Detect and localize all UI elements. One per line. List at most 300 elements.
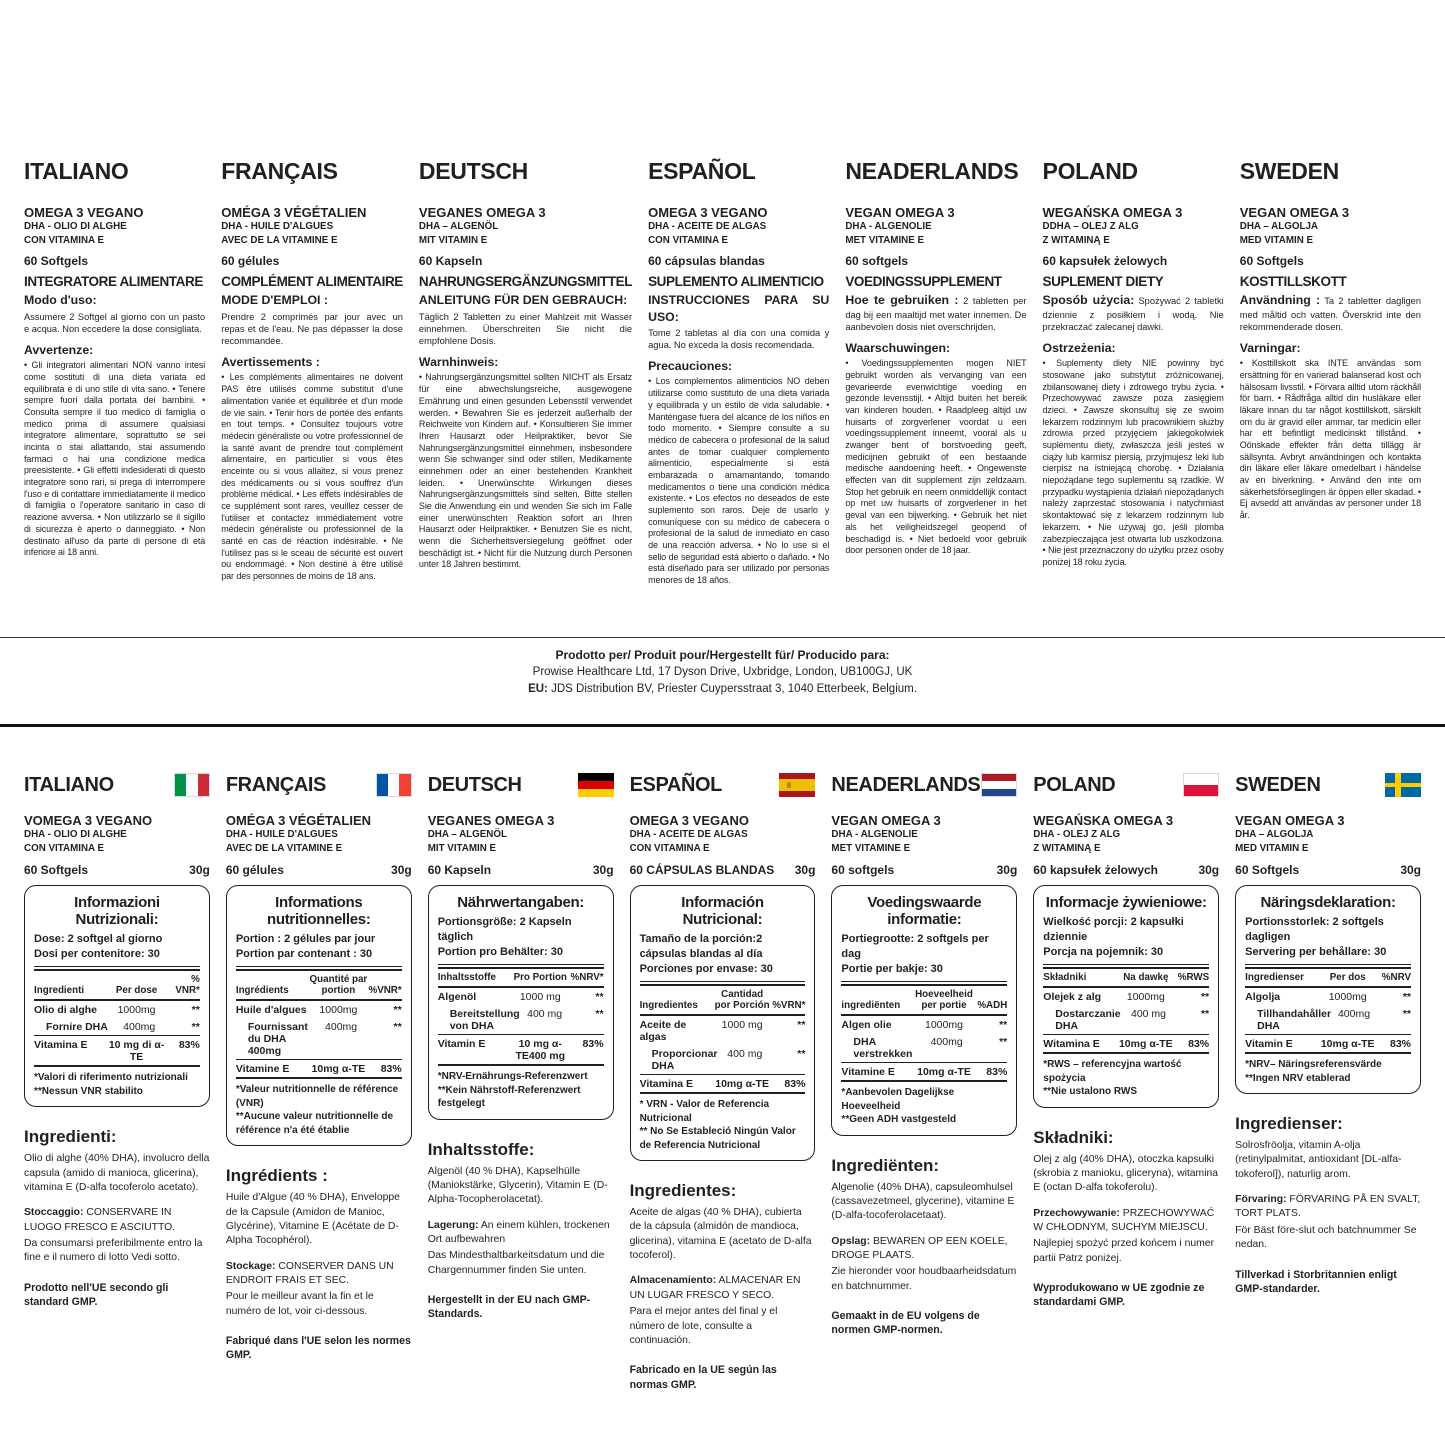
ingredient-nrv: 83% [1389,1037,1411,1050]
nutrition-row-vitamin-e [34,1036,200,1067]
ingredient-nrv: ** [191,1020,200,1033]
product-category: INTEGRATORE ALIMENTARE [24,274,203,290]
ingredient-amount: 1000mg [117,1003,156,1016]
ingredient-nrv: ** [797,1047,806,1060]
language-title: DEUTSCH [427,773,522,796]
column-header-nrv: %NRV* [570,972,604,983]
top-sections [24,158,1421,587]
storage-info [24,1206,210,1235]
language-section-bottom [226,773,412,1402]
ingredient-name: DHA verstrekken [853,1035,913,1060]
column-header-amount: Na dawkę [1123,972,1169,983]
net-weight: 30g [189,863,210,878]
ingredient-amount: 10 mg α-TE400 mg [515,1037,566,1062]
product-subtitle-1: DHA - HUILE D'ALGUES [225,829,338,840]
servings-per-container: Dosi per contenitore: 30 [34,948,160,961]
ingredient-nrv: ** [999,1035,1008,1048]
ingredient-amount: 1000 mg [721,1018,763,1031]
serving-size: Tamaño de la porción:2 cápsulas blandas al día [639,933,763,961]
nutrition-row-algae-oil [640,1016,806,1045]
ingredient-amount: 10 mg di α-TE [108,1038,165,1063]
ingredient-amount: 1000mg [1328,990,1367,1003]
ingredient-nrv: ** [797,1018,806,1031]
section-header [428,773,614,797]
ingredients-heading: Składniki: [1033,1127,1114,1147]
product-subtitle-2: Z WITAMINĄ E [1042,234,1110,246]
storage-label: Opslag: [831,1235,871,1247]
ingredient-name: Witamina E [1043,1037,1100,1050]
nutrition-row-dha [841,1033,1007,1063]
warnings-heading: Waarschuwingen: [845,341,951,356]
no-nrv-footnote: **Nie ustalono RWS [1043,1086,1137,1097]
nutrition-table [1235,885,1421,1094]
warnings-text: • Suplementy diety NIE powinny być stosowane jako substytut zróżnicowanej, zbilansowanej diety i zdrowego trybu życia. • Przechowywać zawsze poza zasięgiem dzieci. • Zawsze skonsultuj się ze swoim lekarzem rodzinnym lub pracownikiem służby zdrowia przed przyjęciem jakiegokolwiek suplementu diety, zwłaszcza jeśli jesteś w ciąży lub karmisz piersią, przyjmujesz leki lub cierpisz na istniejącą chorobę. • Działania niepożądane tego suplementu są rzadkie. W przypadku wystąpienia działań niepożądanych należy zaprzestać stosowania i natychmiast skontaktować się z lekarzem rodzinnym lub lekarzem. • Nie używaj go, jeśli plomba zabezpieczająca jest otwarta lub uszkodzona. • Nie jest przeznaczony do użytku przez osoby poniżej 18 roku życia. [1042,358,1224,567]
table-header-row [1245,969,1411,988]
eu-label: EU: [528,683,548,696]
product-category: SUPLEMENT DIETY [1042,274,1164,290]
ingredient-nrv: ** [1402,990,1411,1003]
gmp-statement: Gemaakt in de EU volgens de normen GMP-normen. [831,1310,980,1337]
storage-text: FÖRVARING PÅ EN SVALT, TORT PLATS. [1235,1194,1421,1220]
column-header-amount: Cantidad por Porción [714,989,770,1011]
product-name: VEGAN OMEGA 3 [1239,205,1350,220]
language-title: ESPAÑOL [648,158,756,184]
nutrition-row-algae-oil [236,1001,402,1018]
ingredient-nrv: ** [1200,990,1210,1003]
product-subtitle-2: MED VITAMIN E [1235,842,1309,854]
usage-text: Tome 2 tabletas al día con una comida y agua. No exceda la dosis recomendada. [648,327,830,351]
capsule-count: 60 Kapseln [418,254,483,269]
warnings-text: • Les compléments alimentaires ne doivent PAS être utilisés comme substitut d'une alimentation variée et équilibrée et d'un mode de vie sain. • Tenir hors de portée des enfants en tout temps. • Consultez toujours votre médecin généraliste ou votre professionnel de la santé avant de prendre tout complément alimentaire, en particulier si vous êtes enceinte ou si vous allaitez, si vous prenez des médicaments ou si vous souffrez d'un problème médical. • Les effets indésirables de ce supplément sont rares, veuillez cesser de l'utiliser et contactez immédiatement votre médecin généraliste ou professionnel de la santé en cas de réaction indésirable. • Ne l'utilisez pas si le sceau de sécurité est ouvert ou endommagé. • Non destiné à être utilisé par des personnes de moins de 18 ans. [221,372,403,582]
product-subtitle-2: AVEC DE LA VITAMINE E [225,842,343,854]
warnings-heading: Avertissements : [221,355,320,370]
nutrition-row-algae-oil [34,1001,200,1018]
product-name: OMÉGA 3 VÉGÉTALIEN [221,205,367,220]
storage-label: Stockage: [225,1260,276,1272]
nutrition-row-dha [236,1018,402,1060]
warnings-heading: Avvertenze: [24,343,94,358]
capsule-count: 60 gélules [221,254,280,269]
ingredient-nrv: 83% [784,1077,806,1090]
storage-info [1235,1193,1421,1222]
nutrition-row-vitamin-e [438,1035,604,1066]
no-nrv-footnote: **Kein Nährstoff-Referenzwert festgelegt [437,1084,581,1109]
nutrition-table-title: Nährwertangaben: [457,894,585,912]
storage-info [1033,1207,1219,1236]
section-header [226,773,412,797]
ingredients-text: Olej z alg (40% DHA), otoczka kapsułki (skrobia z manioku, gliceryna), witamina E (octan D-alfa tokoferolu). [1033,1153,1219,1194]
language-section-top [1240,158,1421,587]
ingredients-heading: Ingredienti: [24,1127,117,1147]
language-section-bottom [630,773,816,1402]
ingredient-nrv: ** [393,1020,402,1033]
product-subtitle-1: DHA - ACEITE DE ALGAS [629,829,748,840]
product-subtitle-2: MIT VITAMIN E [427,842,497,854]
nrv-footnote: * VRN - Valor de Referencia Nutricional [639,1099,770,1124]
capsule-count: 60 Softgels [1235,863,1300,878]
product-subtitle-1: DHA - ALGENOLIE [831,829,918,840]
gmp-statement: Prodotto nell'UE secondo gli standard GMP. [24,1281,169,1308]
ingredient-amount: 400mg [325,1020,358,1033]
usage-label: ANLEITUNG FÜR DEN GEBRAUCH: [418,293,628,308]
ingredient-nrv: ** [191,1003,200,1016]
language-title: SWEDEN [1235,773,1321,796]
storage-text: ALMACENAR EN UN LUGAR FRESCO Y SECO. [629,1275,801,1301]
nutrition-row-algae-oil [438,988,604,1005]
capsule-count: 60 softgels [845,254,909,269]
product-subtitle-2: CON VITAMINA E [629,842,710,854]
usage-directions [221,292,403,347]
product-subtitle-1: DHA - OLIO DI ALGHE [24,221,127,232]
warnings-heading: Warnhinweis: [418,355,499,370]
usage-directions [648,292,829,351]
column-header-ingredient: Ingredientes [639,1000,698,1011]
ingredients-text: Solrosfröolja, vitamin A-olja (retinylpalmitat, antioxidant [DL-alfa-tokoferol]), naturlig arom. [1235,1140,1402,1180]
ingredients-heading: Ingredienser: [1235,1114,1343,1133]
language-title: POLAND [1042,158,1138,184]
eu-address: JDS Distribution BV, Priester Cuypersstraat 3, 1040 Etterbeek, Belgium. [551,683,917,696]
spain-flag-icon [779,773,815,797]
nutrition-table [226,885,412,1146]
ingredient-name: Olio di alghe [34,1003,98,1016]
product-name: OMEGA 3 VEGANO [629,813,749,828]
nutrition-table [428,885,614,1119]
storage-note: Para el mejor antes del final y el número de lote, consulte a continuación. [629,1306,778,1346]
product-category: NAHRUNGSERGÄNZUNGSMITTEL [418,274,633,290]
ingredient-name: Dostarczanie DHA [1055,1007,1121,1032]
language-section-top [221,158,403,587]
usage-label: INSTRUCCIONES PARA SU USO: [648,293,830,324]
net-weight: 30g [1198,863,1220,878]
ingredient-amount: 10mg α-TE [1320,1037,1375,1050]
product-subtitle-1: DHA – ALGENÖL [418,221,499,232]
manufacturer-address-eu [528,681,917,698]
warnings-heading: Varningar: [1239,341,1301,356]
flag-slot [1183,773,1219,797]
serving-size: Portionsstorlek: 2 softgels dagligen [1245,916,1384,944]
product-subtitle-2: MET VITAMINE E [845,234,925,246]
nutrition-row-vitamin-e [1245,1035,1411,1054]
nutrition-row-vitamin-e [1043,1035,1209,1054]
ingredient-name: Aceite de algas [639,1018,687,1043]
warnings-text: • Gli integratori alimentari NON vanno intesi come sostituti di una dieta variata ed equilibrata e di uno stile di vita sano. • Tenere sempre fuori dalla portata dei bambini. • Consulta sempre il tuo medico di famiglia o medico prima di assumere qualsiasi integratore alimentare, soprattutto se sei incinta o stai allattando, stai assumendo farmaci o hai una condizione medica preesistente. • Gli effetti indesiderati di questo integratore sono rari, si prega di interrompere l'uso e di contattare immediatamente il medico di famiglia o l'operatore sanitario in caso di reazione avversa. • Non utilizzarlo se il sigillo di sicurezza è aperto o danneggiato. • Non destinato all'uso da parte di persone di età inferiore ai 18 anni. [24,360,206,558]
nutrition-row-dha [1043,1005,1209,1035]
ingredient-nrv: ** [1402,1007,1411,1020]
serving-size: Portionsgröße: 2 Kapseln täglich [437,916,572,944]
nutrition-table-title: Informazioni Nutrizionali: [74,894,160,929]
ingredients-text: Algenolie (40% DHA), capsuleomhulsel (cassavezetmeel, glycerine), vitamine E (D-alfa-tocoferolacetaat). [831,1181,1015,1222]
column-header-ingredient: Inhaltsstoffe [437,972,496,983]
section-header [1033,773,1219,797]
language-title: NEADERLANDS [845,158,1019,184]
nutrition-row-dha [34,1018,200,1036]
table-header-row [1043,969,1209,988]
storage-label: Lagerung: [427,1219,479,1231]
nrv-footnote: *Valori di riferimento nutrizionali [34,1072,188,1084]
servings-per-container: Porciones por envase: 30 [639,963,773,976]
storage-note: Da consumarsi preferibilmente entro la fine e il numero di lotto Vedi sotto. [24,1237,203,1264]
table-header-row [236,971,402,1001]
nutrition-table-title: Näringsdeklaration: [1260,894,1396,912]
ingredient-amount: 400 mg [527,1007,563,1020]
product-name: WEGAŃSKA OMEGA 3 [1033,813,1174,828]
product-subtitle-2: MET VITAMINE E [831,842,911,854]
ingredient-name: Tillhandahåller DHA [1257,1007,1332,1032]
usage-text: Spożywać 2 tabletki dziennie z posiłkiem i wodą. Nie przekraczać zalecanej dawki. [1042,296,1224,332]
ingredient-amount: 1000mg [1126,990,1165,1003]
flag-slot [578,773,614,797]
count-weight-row [1033,863,1219,877]
column-header-amount: Per dos [1329,972,1366,983]
product-category: SUPLEMENTO ALIMENTICIO [648,274,824,290]
no-nrv-footnote: **Aucune valeur nutritionnelle de référence n'a été établie [235,1111,394,1136]
language-section-top [24,158,205,587]
nutrition-row-dha [640,1045,806,1075]
warnings-text: • Kosttillskott ska INTE användas som ersättning för en varierad balanserad kost och hälsosam livsstil. • Förvara alltid utom räckhåll för barn. • Rådfråga alltid din husläkare eller läkare innan du tar något kosttillskott, särskilt om du är gravid eller ammar, tar medicin eller har ett befintligt medicinskt tillstånd. • Oönskade effekter från detta tillägg är sällsynta. Avbryt användningen och kontakta din läkare eller läkare omedelbart i händelse av en biverkning. • Använd den inte om säkerhetsförseglingen är öppen eller skadad. • Ej avsedd att användas av personer under 18 år. [1239,358,1421,521]
language-title: ITALIANO [24,158,129,184]
product-subtitle-1: DHA – ALGOLJA [1235,829,1314,840]
ingredient-nrv: 83% [178,1038,200,1051]
net-weight: 30g [391,863,412,878]
column-header-ingredient: ingrediënten [841,1000,901,1011]
storage-note: Das Mindesthaltbarkeitsdatum und die Chargennummer finden Sie unten. [427,1250,605,1276]
count-weight-row [428,863,614,877]
germany-flag-icon [578,773,614,797]
manufacturer-address-uk: Prowise Healthcare Ltd, 17 Dyson Drive, Uxbridge, London, UB100GJ, UK [532,666,913,679]
ingredient-nrv: ** [1200,1007,1210,1020]
nrv-footnote: *NRV-Ernährungs-Referenzwert [437,1071,588,1082]
nrv-footnote: *NRV– Näringsreferensvärde [1245,1059,1382,1070]
count-weight-row [831,863,1017,877]
serving-size: Portion : 2 gélules par jour [235,933,376,946]
product-subtitle-2: CON VITAMINA E [24,234,105,246]
warnings-text: • Los complementos alimenticios NO deben utilizarse como sustituto de una dieta variada y equilibrada y un estilo de vida saludable. • Manténgase fuera del alcance de los niños en todo momento. • Siempre consulte a su médico de cabecera o profesional de la salud antes de tomar cualquier complemento alimenticio, especialmente si está embarazada o amamantando, tomando medicamentos o tiene una condición médica existente. • Los efectos no deseados de este suplemento son raros. Deje de usarlo y comuníquese con su médico de cabecera o profesional de la salud de inmediato en caso de una reacción adversa. • No lo use si el sello de seguridad está abierto o dañado. • No está diseñado para ser utilizado por personas menores de 18 años. [648,376,830,586]
nutrition-row-vitamin-e [841,1063,1007,1082]
capsule-count: 60 Softgels [24,863,89,878]
ingredient-amount: 400 mg [727,1047,763,1060]
nutrition-table-title: Información Nutricional: [681,894,764,929]
count-weight-row [226,863,412,877]
language-title: ESPAÑOL [629,773,722,796]
no-nrv-footnote: ** No Se Estableció Ningún Valor de Referencia Nutricional [639,1126,796,1151]
serving-size: Wielkość porcji: 2 kapsułki dziennie [1043,916,1184,944]
nrv-footnote: *RWS – referencyjna wartość spożycia [1043,1059,1182,1084]
net-weight: 30g [794,863,816,878]
nutrition-row-dha [438,1005,604,1035]
usage-directions [845,292,1026,333]
usage-label: MODE D'EMPLOI : [221,293,328,308]
language-title: POLAND [1033,773,1116,796]
usage-directions [24,292,205,335]
product-name: VEGAN OMEGA 3 [1235,813,1345,828]
product-subtitle-1: DHA - OLEJ Z ALG [1033,829,1121,840]
ingredient-amount: 10mg α-TE [715,1077,769,1090]
storage-text: BEWAREN OP EEN KOELE, DROGE PLAATS. [831,1235,1008,1261]
language-section-bottom [1235,773,1421,1402]
ingredient-amount: 10mg α-TE [1118,1037,1173,1050]
capsule-count: 60 Softgels [24,254,89,269]
section-header [1235,773,1421,797]
flag-slot [1385,773,1421,797]
product-subtitle-1: DHA – ALGOLJA [1239,221,1318,232]
ingredients-heading: Ingredientes: [629,1181,737,1200]
ingredient-name: Algolja [1245,990,1281,1003]
ingredients-text: Huile d'Algue (40 % DHA), Enveloppe de la Capsule (Amidon de Manioc, Glycérine), Vitamine E (Acétate de D-Alpha Tocophérol). [225,1192,400,1247]
ingredient-name: Algenöl [437,990,477,1003]
column-header-nrv: %VNR* [368,985,402,997]
warnings-heading: Precauciones: [648,359,733,374]
ingredients-text: Aceite de algas (40 % DHA), cubierta de la cápsula (almidón de mandioca, glicerina), vitamina E (acetato de D-alfa tocoferol). [629,1207,812,1262]
nutrition-row-algae-oil [841,1016,1007,1033]
language-section-bottom [24,773,210,1402]
product-subtitle-1: DHA - ALGENOLIE [845,221,932,232]
usage-text: Täglich 2 Tabletten zu einer Mahlzeit mit Wasser einnehmen. Überschreiten Sie nicht die empfohlene Dosis. [418,311,633,347]
manufacturer-heading: Prodotto per/ Produit pour/Hergestellt für/ Producido para: [555,648,890,662]
capsule-count: 60 gélules [225,863,284,878]
nutrition-table-title: Informacje żywieniowe: [1045,894,1207,912]
language-title: FRANÇAIS [221,158,338,184]
column-header-nrv: %VRN* [772,1000,806,1011]
ingredient-name: Olejek z alg [1043,990,1102,1003]
nutrition-row-vitamin-e [236,1060,402,1079]
product-name: VEGANES OMEGA 3 [418,205,546,220]
capsule-count: 60 softgels [831,863,895,878]
servings-per-container: Portion pro Behälter: 30 [437,946,563,959]
warnings-text: • Nahrungsergänzungsmittel sollten NICHT als Ersatz für eine abwechslungsreiche, ausgewogene Ernährung und einen gesunden Lebensstil verwendet werden. • Bewahren Sie es jederzeit außerhalb der Reichweite von Kindern auf. • Konsultieren Sie immer Ihren Hausarzt oder Heilpraktiker, bevor Sie Nahrungsergänzungsmittel einnehmen, insbesondere wenn Sie schwanger sind oder stillen, Medikamente einnehmen oder an einer bestehenden Krankheit leiden. • Unerwünschte Wirkungen dieses Nahrungsergänzungsmittels sind selten. Bitte stellen Sie die Anwendung ein und wenden Sie sich im Falle einer unerwünschten Reaktion sofort an Ihren Hausarzt oder Heilpraktiker. • Benutzen Sie es nicht, wenn die Sicherheitsversiegelung geöffnet oder beschädigt ist. • Nicht für die Nutzung durch Personen unter 18 Jahren bestimmt. [418,372,633,570]
capsule-count: 60 CÁPSULAS BLANDAS [629,863,775,878]
column-header-amount: Hoeveelheid per portie [915,989,973,1011]
ingredient-name: Huile d'algues [235,1003,307,1016]
top-band [0,0,1445,637]
warnings-text: • Voedingssupplementen mogen NIET gebruikt worden als vervanging van een gevarieerde evenwichtige voeding en gezonde levensstijl. • Altijd buiten het bereik van kinderen houden. • Raadpleeg altijd uw huisarts of zorgverlener voordat u een voedingssupplement inneemt, vooral als u zwanger bent of borstvoeding geeft, medicijnen gebruikt of een bestaande medische aandoening heeft. • Ongewenste effecten van dit supplement zijn zeldzaam. Stop het gebruik en neem onmiddellijk contact op met uw huisarts of zorgverlener in het geval van een bijwerking. • Gebruik het niet als het veiligheidszegel geopend of beschadigd is. • Niet bedoeld voor gebruik door personen onder de 18 jaar. [845,358,1027,556]
table-header-row [34,971,200,1001]
storage-info [630,1274,816,1303]
product-subtitle-1: DHA - OLIO DI ALGHE [24,829,127,840]
product-name: OMÉGA 3 VÉGÉTALIEN [225,813,372,828]
ingredient-name: Fornire DHA [46,1020,108,1033]
gmp-statement: Hergestellt in der EU nach GMP-Standards. [427,1294,591,1321]
language-section-bottom [1033,773,1219,1402]
product-name: VOMEGA 3 VEGANO [24,813,153,828]
product-subtitle-2: MED VITAMIN E [1239,234,1314,246]
italy-flag-icon [174,773,210,797]
nutrition-table-title: Informations nutritionnelles: [267,894,371,929]
ingredient-amount: 400mg [123,1020,156,1033]
product-category: COMPLÉMENT ALIMENTAIRE [221,274,403,290]
product-name: VEGAN OMEGA 3 [831,813,941,828]
count-weight-row [24,863,210,877]
servings-per-container: Portion par contenant : 30 [235,948,373,961]
column-header-ingredient: Ingredienti [34,985,85,997]
language-section-bottom [428,773,614,1402]
column-header-nrv: %NRV [1381,972,1411,983]
usage-text: Assumere 2 Softgel al giorno con un pasto e acqua. Non eccedere la dose consigliata. [24,311,206,334]
table-header-row [841,986,1007,1016]
nrv-footnote: *Aanbevolen Dagelijkse Hoeveelheid [841,1087,955,1112]
manufacturer-info [0,638,1445,724]
language-section-top [648,158,829,587]
usage-text: Ta 2 tabletter dagligen med måltid och vatten. Överskrid inte den rekommenderade dosen. [1239,296,1421,332]
ingredient-amount: 10mg α-TE [917,1065,971,1078]
language-section-top [1043,158,1224,587]
flag-slot [779,773,815,797]
ingredient-name: Vitamin E [437,1037,486,1050]
ingredient-name: Bereitstellung von DHA [449,1007,520,1032]
nutrition-table [831,885,1017,1135]
ingredient-name: Algen olie [841,1018,892,1031]
usage-text: 2 tabletten per dag bij een maaltijd met water innemen. De aanbevolen dosis niet overschrijden. [845,296,1027,332]
netherlands-flag-icon [981,773,1017,797]
usage-label: Sposób użycia: [1042,293,1135,308]
nutrition-row-vitamin-e [640,1075,806,1094]
ingredient-nrv: ** [595,1007,604,1020]
product-name: WEGAŃSKA OMEGA 3 [1042,205,1183,220]
product-subtitle-2: MIT VITAMIN E [418,234,488,246]
product-subtitle-1: DHA - ACEITE DE ALGAS [648,221,767,232]
serving-size: Portiegrootte: 2 softgels per dag [841,933,989,961]
gmp-statement: Wyprodukowano w UE zgodnie ze standardami GMP. [1033,1282,1205,1309]
ingredient-nrv: ** [999,1018,1008,1031]
storage-text: CONSERVARE IN LUOGO FRESCO E ASCIUTTO. [24,1207,176,1233]
ingredient-amount: 400mg [930,1035,963,1048]
product-subtitle-2: Z WITAMINĄ E [1033,842,1101,854]
ingredient-amount: 1000mg [925,1018,963,1031]
ingredient-amount: 400mg [1337,1007,1371,1020]
ingredients-heading: Inhaltsstoffe: [427,1139,535,1159]
storage-text: An einem kühlen, trockenen Ort aufbewahren [427,1219,610,1245]
table-header-row [640,986,806,1016]
language-title: ITALIANO [24,773,114,796]
nutrition-table [24,885,210,1107]
product-subtitle-2: CON VITAMINA E [648,234,729,246]
ingredient-name: Vitamine E [235,1062,290,1075]
column-header-amount: Per dose [115,985,158,997]
language-title: SWEDEN [1239,158,1339,184]
column-header-ingredient: Ingrédients [235,985,289,997]
servings-per-container: Portie per bakje: 30 [841,963,943,976]
table-header-row [438,969,604,988]
bottom-sections [24,773,1421,1402]
flag-slot [376,773,412,797]
count-weight-row [1235,863,1421,877]
no-nrv-footnote: **Geen ADH vastgesteld [841,1114,957,1125]
storage-label: Przechowywanie: [1033,1207,1120,1219]
language-title: NEADERLANDS [831,773,981,796]
column-header-amount: Quantité par portion [309,974,368,997]
column-header-amount: Pro Portion [513,972,567,983]
ingredients-heading: Ingrediënten: [831,1155,940,1175]
column-header-nrv: % VNR* [175,974,200,997]
product-category: VOEDINGSSUPPLEMENT [845,274,1002,290]
section-header [24,773,210,797]
nutrition-row-algae-oil [1245,988,1411,1005]
ingredient-name: Proporcionar DHA [651,1047,718,1072]
ingredients-text: Olio di alghe (40% DHA), involucro della capsula (amido di manioca, glicerina), vitamina E (D-alfa tocoferolo acetato). [24,1153,210,1193]
no-nrv-footnote: **Ingen NRV etablerad [1245,1072,1351,1084]
nrv-footnote: *Valeur nutritionnelle de référence (VNR) [235,1084,399,1109]
product-name: VEGAN OMEGA 3 [845,205,955,220]
product-subtitle-1: DDHA – OLEJ Z ALG [1042,221,1139,232]
ingredients-heading: Ingrédients : [225,1166,328,1186]
storage-info [428,1219,614,1248]
section-header [831,773,1017,797]
storage-note: Pour le meilleur avant la fin et le numéro de lot, voir ci-dessous. [225,1291,374,1317]
storage-label: Almacenamiento: [629,1275,717,1287]
storage-label: Stoccaggio: [24,1207,84,1219]
ingredient-nrv: 83% [380,1062,402,1075]
capsule-count: 60 Softgels [1239,254,1304,269]
ingredient-name: Vitamin E [1245,1037,1293,1050]
